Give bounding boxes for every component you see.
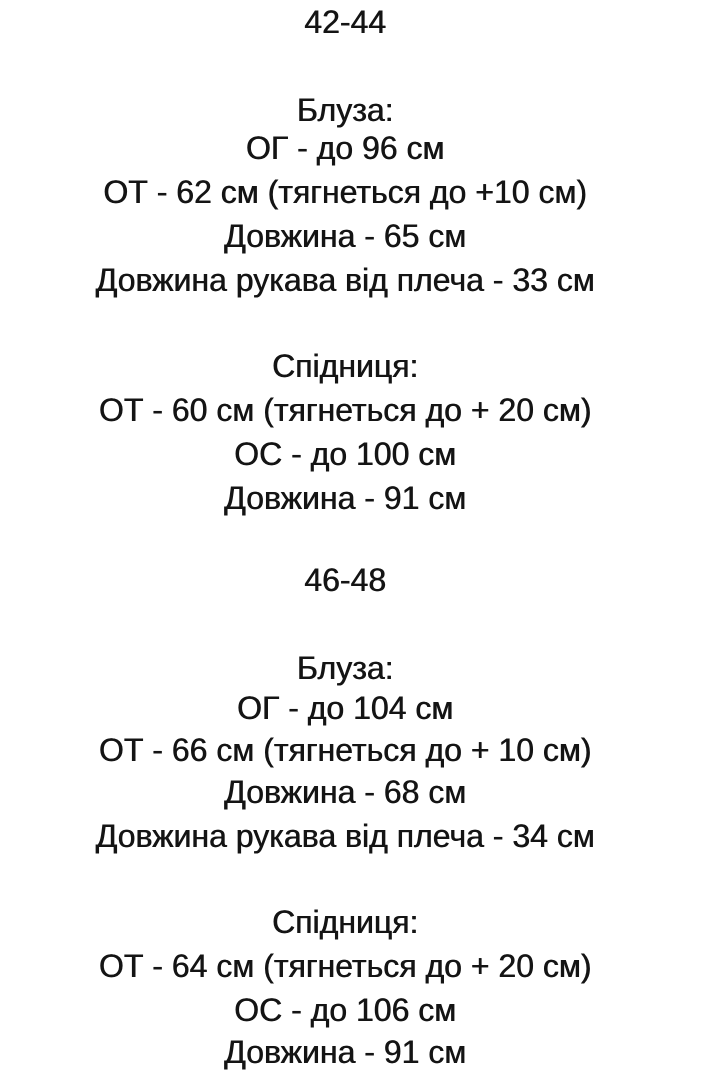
skirt-hips-line: ОС - до 106 см <box>233 992 457 1028</box>
blouse-length-line: Довжина - 68 см <box>223 774 467 810</box>
skirt-waist-line: ОТ - 64 см (тягнеться до + 20 см) <box>98 948 592 984</box>
blouse-title: Блуза: <box>296 650 394 686</box>
blouse-sleeve-line: Довжина рукава від плеча - 33 см <box>95 262 595 298</box>
blouse-title: Блуза: <box>296 92 394 128</box>
skirt-length-line: Довжина - 91 см <box>223 1034 467 1070</box>
size-range-heading: 42-44 <box>304 4 386 40</box>
blouse-bust-line: ОГ - до 96 см <box>245 130 445 166</box>
skirt-hips-line: ОС - до 100 см <box>233 436 457 472</box>
blouse-bust-line: ОГ - до 104 см <box>236 690 454 726</box>
blouse-waist-line: ОТ - 66 см (тягнеться до + 10 см) <box>98 732 592 768</box>
skirt-title: Спідниця: <box>271 904 419 940</box>
skirt-length-line: Довжина - 91 см <box>223 480 467 516</box>
blouse-sleeve-line: Довжина рукава від плеча - 34 см <box>95 818 595 854</box>
skirt-waist-line: ОТ - 60 см (тягнеться до + 20 см) <box>98 392 592 428</box>
skirt-title: Спідниця: <box>271 348 419 384</box>
blouse-length-line: Довжина - 65 см <box>223 218 467 254</box>
size-range-heading: 46-48 <box>304 562 386 598</box>
blouse-waist-line: ОТ - 62 см (тягнеться до +10 см) <box>103 174 587 210</box>
